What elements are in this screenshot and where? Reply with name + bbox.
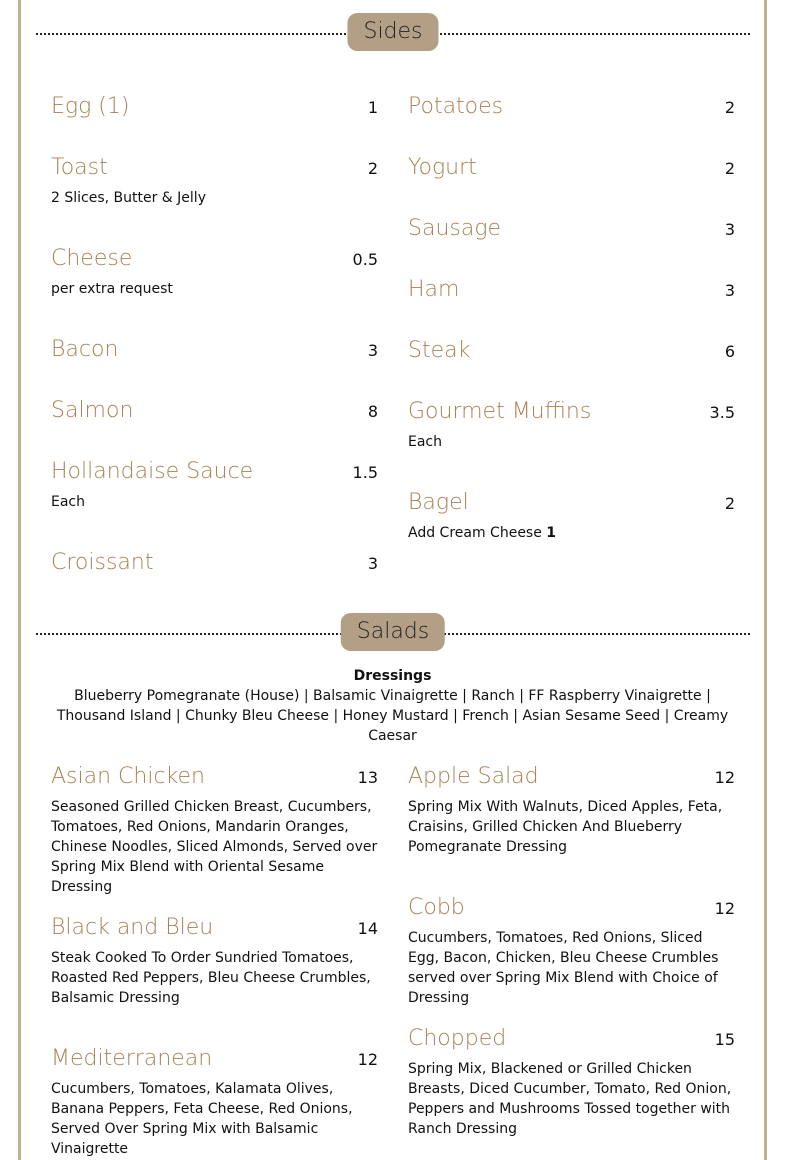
- item-description: Cucumbers, Tomatoes, Kalamata Olives, Banana Peppers, Feta Cheese, Red Onions, Served Over Spring Mix with Balsamic Vinaigrette: [51, 1081, 353, 1157]
- item-name: Salmon: [51, 398, 134, 423]
- menu-item: [51, 915, 378, 1008]
- item-description: per extra request: [51, 281, 173, 297]
- item-description: Spring Mix, Blackened or Grilled Chicken Breasts, Diced Cucumber, Tomato, Red Onion, Peppers and Mushrooms Tossed together with Ranch Dressing: [408, 1061, 732, 1137]
- item-name: Bacon: [51, 337, 119, 362]
- menu-item: [51, 94, 378, 119]
- item-description: Cucumbers, Tomatoes, Red Onions, Sliced Egg, Bacon, Chicken, Bleu Cheese Crumbles served over Spring Mix Blend with Choice of Dressing: [408, 930, 719, 1006]
- menu-item: [408, 94, 735, 119]
- section-title-salads: Salads: [341, 613, 445, 651]
- item-name: Apple Salad: [408, 764, 539, 789]
- menu-item: [51, 1046, 378, 1159]
- item-price: 2: [724, 494, 735, 513]
- dressings-list: Blueberry Pomegranate (House) | Balsamic Vinaigrette | Ranch | FF Raspberry Vinaigrette | Thousand Island | Chunky Bleu Cheese | Honey Mustard | French | Asian Sesame Seed | Creamy Caesar: [56, 688, 729, 744]
- item-price: 12: [714, 768, 735, 787]
- item-name: Mediterranean: [51, 1046, 213, 1071]
- item-name: Yogurt: [408, 155, 477, 180]
- item-addon-price: 1: [546, 525, 557, 541]
- salads-header: [36, 613, 750, 653]
- item-name: Bagel: [408, 490, 469, 515]
- menu-item: [408, 277, 735, 302]
- menu-item: [51, 764, 378, 897]
- sides-header: [36, 13, 750, 53]
- item-price: 6: [724, 342, 735, 361]
- item-name: Hollandaise Sauce: [51, 459, 254, 484]
- section-title-sides: Sides: [347, 13, 438, 51]
- item-name: Gourmet Muffins: [408, 399, 592, 424]
- menu-item: [408, 490, 735, 543]
- item-price: 12: [357, 1050, 378, 1069]
- item-name: Sausage: [408, 216, 502, 241]
- menu-item: [408, 764, 735, 857]
- item-price: 15: [714, 1030, 735, 1049]
- menu-item: [51, 246, 378, 299]
- item-name: Ham: [408, 277, 460, 302]
- item-name: Toast: [51, 155, 108, 180]
- item-price: 8: [367, 402, 378, 421]
- item-price: 1.5: [352, 463, 378, 482]
- item-name: Cheese: [51, 246, 133, 271]
- dressings-block: [40, 666, 745, 746]
- item-description: Each: [51, 494, 85, 510]
- menu-item: [408, 155, 735, 180]
- item-price: 2: [724, 159, 735, 178]
- item-description-text: Add Cream Cheese: [408, 525, 542, 541]
- item-name: Chopped: [408, 1026, 507, 1051]
- item-name: Steak: [408, 338, 471, 363]
- item-price: 1: [367, 98, 378, 117]
- menu-item: [408, 399, 735, 452]
- item-description: 2 Slices, Butter & Jelly: [51, 190, 206, 206]
- menu-item: [51, 398, 378, 423]
- item-name: Black and Bleu: [51, 915, 214, 940]
- menu-item: [51, 550, 378, 575]
- item-name: Croissant: [51, 550, 154, 575]
- item-description: Seasoned Grilled Chicken Breast, Cucumbers, Tomatoes, Red Onions, Mandarin Oranges, Chinese Noodles, Sliced Almonds, Served over Spring Mix Blend with Oriental Sesame Dressing: [51, 799, 378, 895]
- item-price: 14: [357, 919, 378, 938]
- item-description: Steak Cooked To Order Sundried Tomatoes, Roasted Red Peppers, Bleu Cheese Crumbles, Balsamic Dressing: [51, 950, 371, 1006]
- frame-border-right: [764, 0, 767, 1160]
- item-price: 3: [724, 281, 735, 300]
- menu-item: [408, 895, 735, 1008]
- menu-item: [51, 459, 378, 512]
- item-price: 3: [367, 341, 378, 360]
- menu-item: [408, 1026, 735, 1139]
- item-price: 2: [367, 159, 378, 178]
- dressings-title: Dressings: [353, 668, 432, 684]
- item-name: Cobb: [408, 895, 465, 920]
- item-price: 12: [714, 899, 735, 918]
- item-price: 3: [724, 220, 735, 239]
- item-price: 13: [357, 768, 378, 787]
- frame-border-left: [18, 0, 21, 1160]
- item-name: Egg (1): [51, 94, 130, 119]
- menu-item: [408, 338, 735, 363]
- item-price: 3.5: [709, 403, 735, 422]
- item-price: 3: [367, 554, 378, 573]
- item-description: Spring Mix With Walnuts, Diced Apples, Feta, Craisins, Grilled Chicken And Blueberry Pomegranate Dressing: [408, 799, 723, 855]
- item-price: 0.5: [352, 250, 378, 269]
- item-description: [408, 523, 735, 543]
- menu-item: [408, 216, 735, 241]
- item-price: 2: [724, 98, 735, 117]
- menu-item: [51, 155, 378, 208]
- item-name: Asian Chicken: [51, 764, 205, 789]
- item-name: Potatoes: [408, 94, 504, 119]
- menu-item: [51, 337, 378, 362]
- item-description: Each: [408, 434, 442, 450]
